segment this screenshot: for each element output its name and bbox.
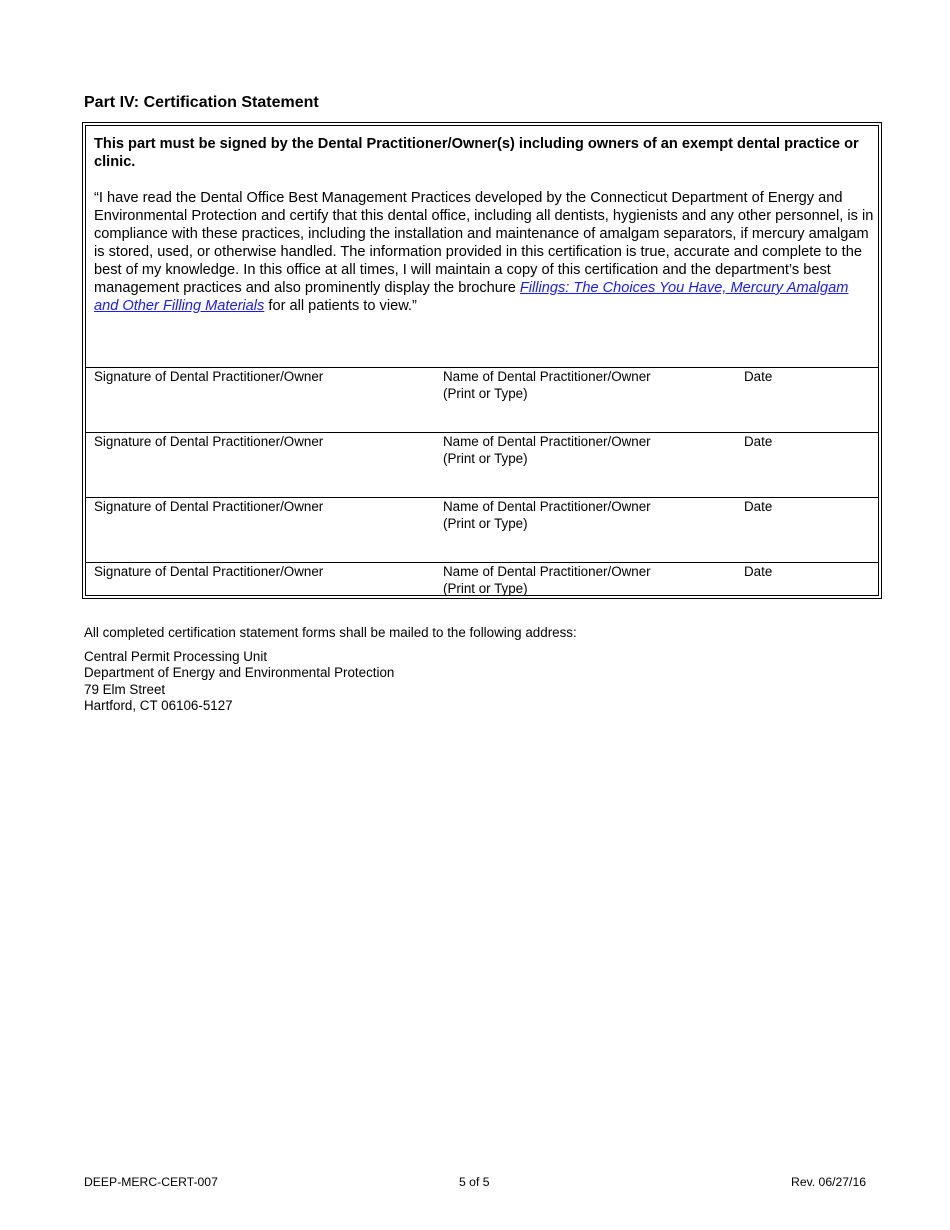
page-title: Part IV: Certification Statement <box>84 94 319 111</box>
name-label-line2: (Print or Type) <box>443 515 528 531</box>
signature-label: Signature of Dental Practitioner/Owner <box>94 564 324 579</box>
signature-row[interactable] <box>86 562 878 596</box>
brochure-link[interactable]: Fillings: The Choices You Have, Mercury Amalgam and Other Filling Materials <box>94 280 849 314</box>
address-line: 79 Elm Street <box>84 681 166 697</box>
certification-heading: This part must be signed by the Dental Practitioner/Owner(s) including owners of an exempt dental practice or clinic. <box>94 136 859 170</box>
signature-row[interactable] <box>86 367 878 432</box>
statement-text-after-link: for all patients to view.” <box>264 298 417 314</box>
signature-row[interactable] <box>86 432 878 497</box>
form-id: DEEP-MERC-CERT-007 <box>84 1175 218 1189</box>
name-label-line2: (Print or Type) <box>443 450 528 466</box>
name-label-line2: (Print or Type) <box>443 580 528 596</box>
date-label: Date <box>744 564 773 579</box>
address-line: Department of Energy and Environmental Protection <box>84 665 395 681</box>
page-number: 5 of 5 <box>459 1175 490 1189</box>
name-label-line1: Name of Dental Practitioner/Owner <box>443 564 651 579</box>
signature-row[interactable] <box>86 497 878 562</box>
address-line: Hartford, CT 06106-5127 <box>84 697 233 713</box>
name-label-line1: Name of Dental Practitioner/Owner <box>443 369 651 384</box>
signature-label: Signature of Dental Practitioner/Owner <box>94 369 324 384</box>
date-label: Date <box>744 434 773 449</box>
mailing-instructions: All completed certification statement forms shall be mailed to the following address: <box>84 625 577 640</box>
name-label <box>443 499 651 532</box>
name-label-line2: (Print or Type) <box>443 385 528 401</box>
date-label: Date <box>744 499 773 514</box>
signature-label: Signature of Dental Practitioner/Owner <box>94 434 324 449</box>
name-label-line1: Name of Dental Practitioner/Owner <box>443 499 651 514</box>
mailing-address <box>84 649 394 714</box>
statement-text-before-link: “I have read the Dental Office Best Management Practices developed by the Connecticut Department of Energy and Environmental Protection and certify that this dental office, including all dentists, hygienists and any other personnel, is in compliance with these practices, including the installation and maintenance of amalgam separators, if mercury amalgam is stored, used, or otherwise handled. The information provided in this certification is true, accurate and complete to the best of my knowledge. In this office at all times, I will maintain a copy of this certification and the department’s best management practices and also prominently display the brochure <box>94 190 874 296</box>
certification-statement <box>94 189 876 315</box>
date-label: Date <box>744 369 773 384</box>
name-label <box>443 369 651 402</box>
name-label <box>443 434 651 467</box>
address-line: Central Permit Processing Unit <box>84 649 268 664</box>
certification-box <box>82 122 882 599</box>
name-label <box>443 564 651 597</box>
signature-label: Signature of Dental Practitioner/Owner <box>94 499 324 514</box>
name-label-line1: Name of Dental Practitioner/Owner <box>443 434 651 449</box>
revision-date: Rev. 06/27/16 <box>791 1175 866 1189</box>
